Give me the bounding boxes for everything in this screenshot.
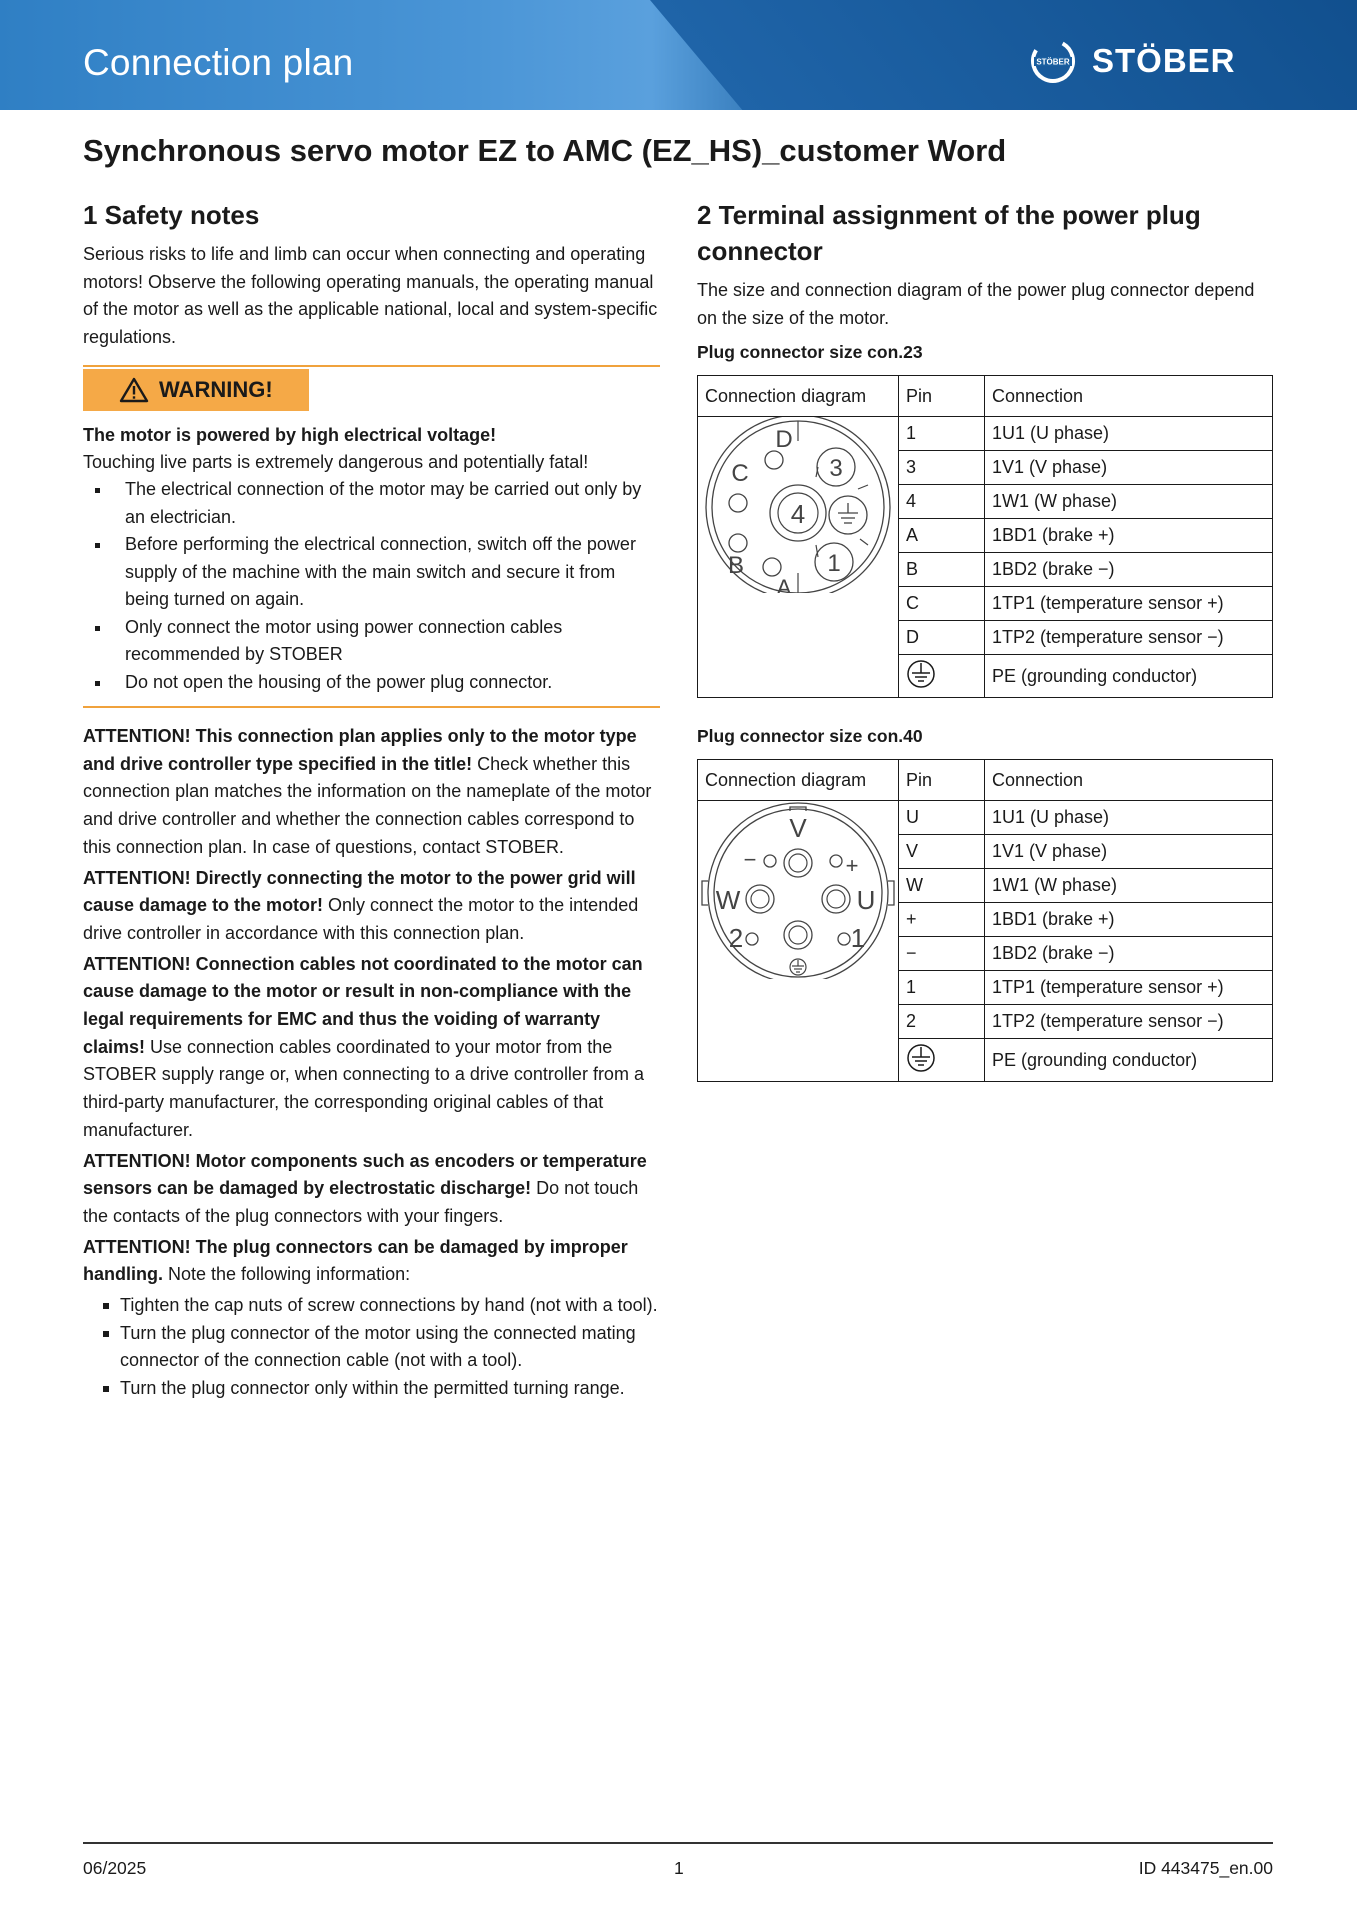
pin-cell: 1 [899, 417, 985, 451]
connection-cell: PE (grounding conductor) [985, 655, 1273, 698]
list-item-text: The electrical connection of the motor may be carried out only by an electrician. [125, 479, 642, 527]
attention-note [83, 723, 660, 862]
pin-label: 4 [790, 499, 806, 529]
pin-cell: B [899, 553, 985, 587]
pin-label: D [775, 426, 793, 453]
brand-name: STÖBER [1092, 42, 1236, 79]
stober-logo-icon [1030, 38, 1076, 84]
header-pin: Pin [899, 760, 985, 801]
list-item-text: Turn the plug connector only within the permitted turning range. [120, 1378, 625, 1399]
connection-cell: 1BD2 (brake −) [985, 553, 1273, 587]
con23-connector-diagram [698, 417, 896, 593]
bullet-icon [95, 626, 100, 631]
connection-cell: 1TP1 (temperature sensor +) [985, 587, 1273, 621]
pin-cell: C [899, 587, 985, 621]
bullet-icon [103, 1331, 109, 1337]
attention-bold: ATTENTION! This connection plan applies only to the motor type and drive controller type specified in the title! [83, 726, 637, 774]
plug-label-con23: Plug connector size con.23 [697, 342, 923, 362]
pin-table-con23 [697, 375, 1273, 698]
attention-text: Do not touch the contacts of the plug connectors with your fingers. [83, 1178, 639, 1226]
safety-notes-column [83, 197, 660, 1403]
connection-cell: 1W1 (W phase) [985, 485, 1273, 519]
pin-label: C [731, 460, 749, 487]
pin-label: 3 [829, 455, 843, 482]
warning-badge [83, 369, 309, 411]
attention-bold: ATTENTION! Directly connecting the motor to the power grid will cause damage to the motor! [83, 867, 636, 916]
brand-logo [1030, 38, 1236, 84]
con40-connector-diagram [698, 801, 896, 979]
pin-cell: W [899, 869, 985, 903]
attention-note [83, 951, 660, 1145]
pin-cell: 2 [899, 1005, 985, 1039]
pin-cell: U [899, 801, 985, 835]
ground-icon [906, 659, 936, 689]
connection-diagram-cell [698, 801, 899, 1082]
pin-cell: 1 [899, 971, 985, 1005]
page-header-banner [0, 0, 1357, 110]
pin-label: W [715, 885, 741, 915]
list-item [83, 1320, 660, 1375]
plug-label-con40: Plug connector size con.40 [697, 726, 923, 746]
pin-label: + [845, 853, 859, 878]
footer-rule [83, 1842, 1273, 1844]
header-connection-diagram: Connection diagram [698, 376, 899, 417]
attention-bold: ATTENTION! The plug connectors can be damaged by improper handling. [83, 1236, 628, 1285]
bullet-icon [95, 543, 100, 548]
connection-cell: 1BD1 (brake +) [985, 519, 1273, 553]
bullet-icon [95, 488, 100, 493]
pin-label: 1 [850, 923, 866, 953]
list-item-text: Tighten the cap nuts of screw connections by hand (not with a tool). [120, 1295, 658, 1316]
attention-text: Note the following information: [163, 1264, 411, 1285]
header-connection-diagram: Connection diagram [698, 760, 899, 801]
pin-label: B [727, 552, 745, 579]
footer-page-number: 1 [674, 1858, 684, 1878]
pin-cell: 3 [899, 451, 985, 485]
bullet-icon [103, 1303, 109, 1309]
list-item [83, 1292, 660, 1320]
attention-note [83, 865, 660, 948]
attention-bold: ATTENTION! Connection cables not coordinated to the motor can cause damage to the motor or result in non-compliance with the legal requirements for EMC and thus the voiding of warranty claims! [83, 953, 643, 1057]
connection-cell: 1U1 (U phase) [985, 801, 1273, 835]
list-item-text: Turn the plug connector of the motor using the connected mating connector of the connection cable (not with a tool). [120, 1322, 636, 1371]
pin-cell: D [899, 621, 985, 655]
pin-label: 2 [728, 923, 744, 953]
warning-heading: The motor is powered by high electrical voltage! [83, 425, 497, 445]
list-item-text: Before performing the electrical connection, switch off the power supply of the machine with the main switch and secure it from being turned on again. [125, 534, 636, 609]
attention-text: Use connection cables coordinated to your motor from the STOBER supply range or, when connecting to a drive controller from a third-party manufacturer, the corresponding original cables of that manufacturer. [83, 1036, 644, 1140]
table-row [698, 801, 1273, 835]
bullet-icon [103, 1386, 109, 1392]
list-item-text: Only connect the motor using power connection cables recommended by STOBER [125, 616, 563, 664]
warning-triangle-icon [119, 377, 149, 403]
terminal-assignment-column [697, 197, 1273, 1082]
pin-cell: 4 [899, 485, 985, 519]
pin-label: A [776, 575, 792, 593]
list-item-text: Do not open the housing of the power plug connector. [125, 671, 553, 692]
attention-note [83, 1234, 660, 1289]
pin-cell-ground [899, 1039, 985, 1082]
connection-cell: 1W1 (W phase) [985, 869, 1273, 903]
pin-cell: V [899, 835, 985, 869]
warning-list [83, 476, 660, 696]
pin-cell: − [899, 937, 985, 971]
attention-bold: ATTENTION! Motor components such as encoders or temperature sensors can be damaged by electrostatic discharge! [83, 1150, 647, 1199]
header-connection: Connection [985, 760, 1273, 801]
safety-intro: Serious risks to life and limb can occur when connecting and operating motors! Observe the following operating manuals, the operating manual of the motor as well as the applicable national, local and system-specific regulations. [83, 244, 658, 347]
warning-text: Touching live parts is extremely dangerous and potentially fatal! [83, 452, 589, 472]
list-item [83, 669, 660, 697]
pin-cell-ground [899, 655, 985, 698]
section1-heading: 1 Safety notes [83, 200, 260, 230]
pin-label: U [856, 885, 876, 915]
attention-note [83, 1148, 660, 1231]
connection-cell: 1V1 (V phase) [985, 835, 1273, 869]
logo-mark-text: STÖBER [1036, 57, 1070, 67]
handling-list [83, 1292, 660, 1403]
table-row [698, 417, 1273, 451]
warning-bottom-rule [83, 706, 660, 708]
connection-cell: 1TP2 (temperature sensor −) [985, 1005, 1273, 1039]
pin-cell: + [899, 903, 985, 937]
header-connection: Connection [985, 376, 1273, 417]
pin-label: V [789, 813, 807, 843]
attention-text: Check whether this connection plan matches the information on the nameplate of the motor and drive controller and whether the connection cables correspond to this connection plan. In case of questions, contact STOBER. [83, 753, 652, 857]
list-item [83, 476, 660, 531]
banner-diagonal [650, 0, 1357, 110]
bullet-icon [95, 681, 100, 686]
connection-cell: PE (grounding conductor) [985, 1039, 1273, 1082]
connection-cell: 1TP2 (temperature sensor −) [985, 621, 1273, 655]
footer-document-id: ID 443475_en.00 [1138, 1858, 1273, 1878]
list-item [83, 531, 660, 614]
document-title: Synchronous servo motor EZ to AMC (EZ_HS)_customer Word [83, 133, 1007, 168]
section2-heading: 2 Terminal assignment of the power plug connector [697, 200, 1201, 266]
footer-date: 06/2025 [83, 1858, 147, 1878]
warning-badge-label: WARNING! [159, 377, 273, 402]
connection-cell: 1BD2 (brake −) [985, 937, 1273, 971]
connection-diagram-cell [698, 417, 899, 698]
header-title: Connection plan [83, 42, 354, 83]
pin-table-con40 [697, 759, 1273, 1082]
warning-top-rule [83, 365, 660, 367]
connection-cell: 1V1 (V phase) [985, 451, 1273, 485]
connection-cell: 1TP1 (temperature sensor +) [985, 971, 1273, 1005]
pin-label: 1 [827, 550, 841, 577]
pin-label: − [743, 847, 757, 872]
connection-cell: 1U1 (U phase) [985, 417, 1273, 451]
pin-cell: A [899, 519, 985, 553]
list-item [83, 1375, 660, 1403]
connection-cell: 1BD1 (brake +) [985, 903, 1273, 937]
header-pin: Pin [899, 376, 985, 417]
attention-text: Only connect the motor to the intended drive controller in accordance with this connection plan. [83, 895, 639, 943]
terminal-intro: The size and connection diagram of the power plug connector depend on the size of the motor. [697, 280, 1255, 328]
list-item [83, 614, 660, 669]
ground-icon [906, 1043, 936, 1073]
